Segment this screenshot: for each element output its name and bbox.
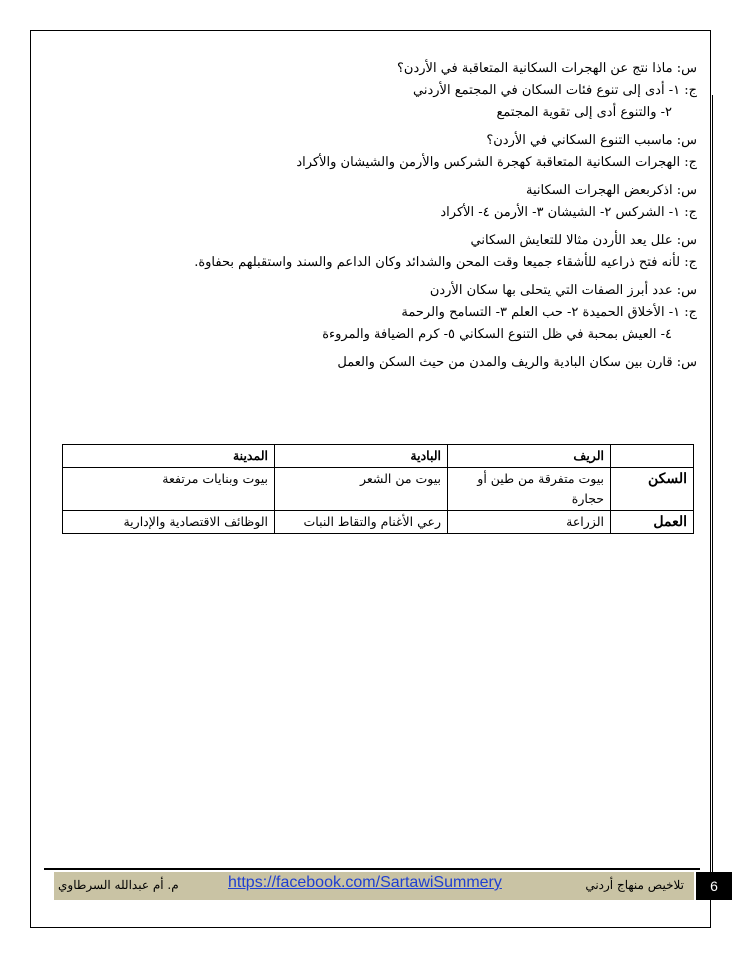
table-cell: بيوت متفرقة من طين أو حجارة [448,468,611,511]
answer-line: ج: ١- أدى إلى تنوع فئات السكان في المجتمع الأردني [413,83,697,98]
question-line: س: عدد أبرز الصفات التي يتحلى بها سكان الأردن [429,283,697,298]
answer-line: ج: ١- الشركس ٢- الشيشان ٣- الأرمن ٤- الأكراد [440,205,697,220]
comparison-table [62,444,694,534]
page-number: 6 [696,872,732,900]
answer-line: ج: لأنه فتح ذراعيه للأشقاء جميعا وقت المحن والشدائد وكان الداعم والسند واستقبلهم بحفاوة. [194,255,697,270]
qa-block-5 [137,280,697,346]
question-line: س: قارن بين سكان البادية والريف والمدن من حيث السكن والعمل [337,355,697,370]
table-cell: الوظائف الاقتصادية والإدارية [63,511,275,534]
qa-block-6 [137,352,697,374]
table-row [63,468,694,511]
qa-block-2 [137,130,697,174]
question-line: س: ماذا نتج عن الهجرات السكانية المتعاقبة في الأردن؟ [397,61,697,76]
table-row [63,511,694,534]
question-line: س: اذكربعض الهجرات السكانية [525,183,697,198]
footer-bar [54,872,694,900]
table-header-row [63,445,694,468]
qa-block-1 [137,58,697,124]
table-cell: بيوت وبنايات مرتفعة [63,468,275,511]
table-row-header: السكن [611,468,694,511]
table-header-cell: الريف [448,445,611,468]
qa-section [137,58,697,380]
table-header-cell: البادية [275,445,448,468]
qa-block-3 [137,180,697,224]
footer-divider [44,868,700,870]
facebook-link[interactable]: https://facebook.com/SartawiSummery [228,874,502,891]
footer-author: م. أم عبدالله السرطاوي [58,878,179,892]
answer-line: ٢- والتنوع أدى إلى تقوية المجتمع [496,105,672,120]
table-row-header: العمل [611,511,694,534]
table-cell: الزراعة [448,511,611,534]
question-line: س: ماسبب التنوع السكاني في الأردن؟ [486,133,697,148]
table-cell: رعي الأغنام والتقاط النبات [275,511,448,534]
table-header-cell: المدينة [63,445,275,468]
margin-rule [712,95,713,885]
answer-line: ٤- العيش بمحبة في ظل التنوع السكاني ٥- كرم الضيافة والمروءة [322,327,672,342]
table-cell: بيوت من الشعر [275,468,448,511]
question-line: س: علل يعد الأردن مثالا للتعايش السكاني [470,233,697,248]
qa-block-4 [137,230,697,274]
table-header-cell [611,445,694,468]
footer-title: تلاخيص منهاج أردني [585,878,684,892]
answer-line: ج: الهجرات السكانية المتعاقبة كهجرة الشركس والأرمن والشيشان والأكراد [296,155,697,170]
answer-line: ج: ١- الأخلاق الحميدة ٢- حب العلم ٣- التسامح والرحمة [401,305,697,320]
